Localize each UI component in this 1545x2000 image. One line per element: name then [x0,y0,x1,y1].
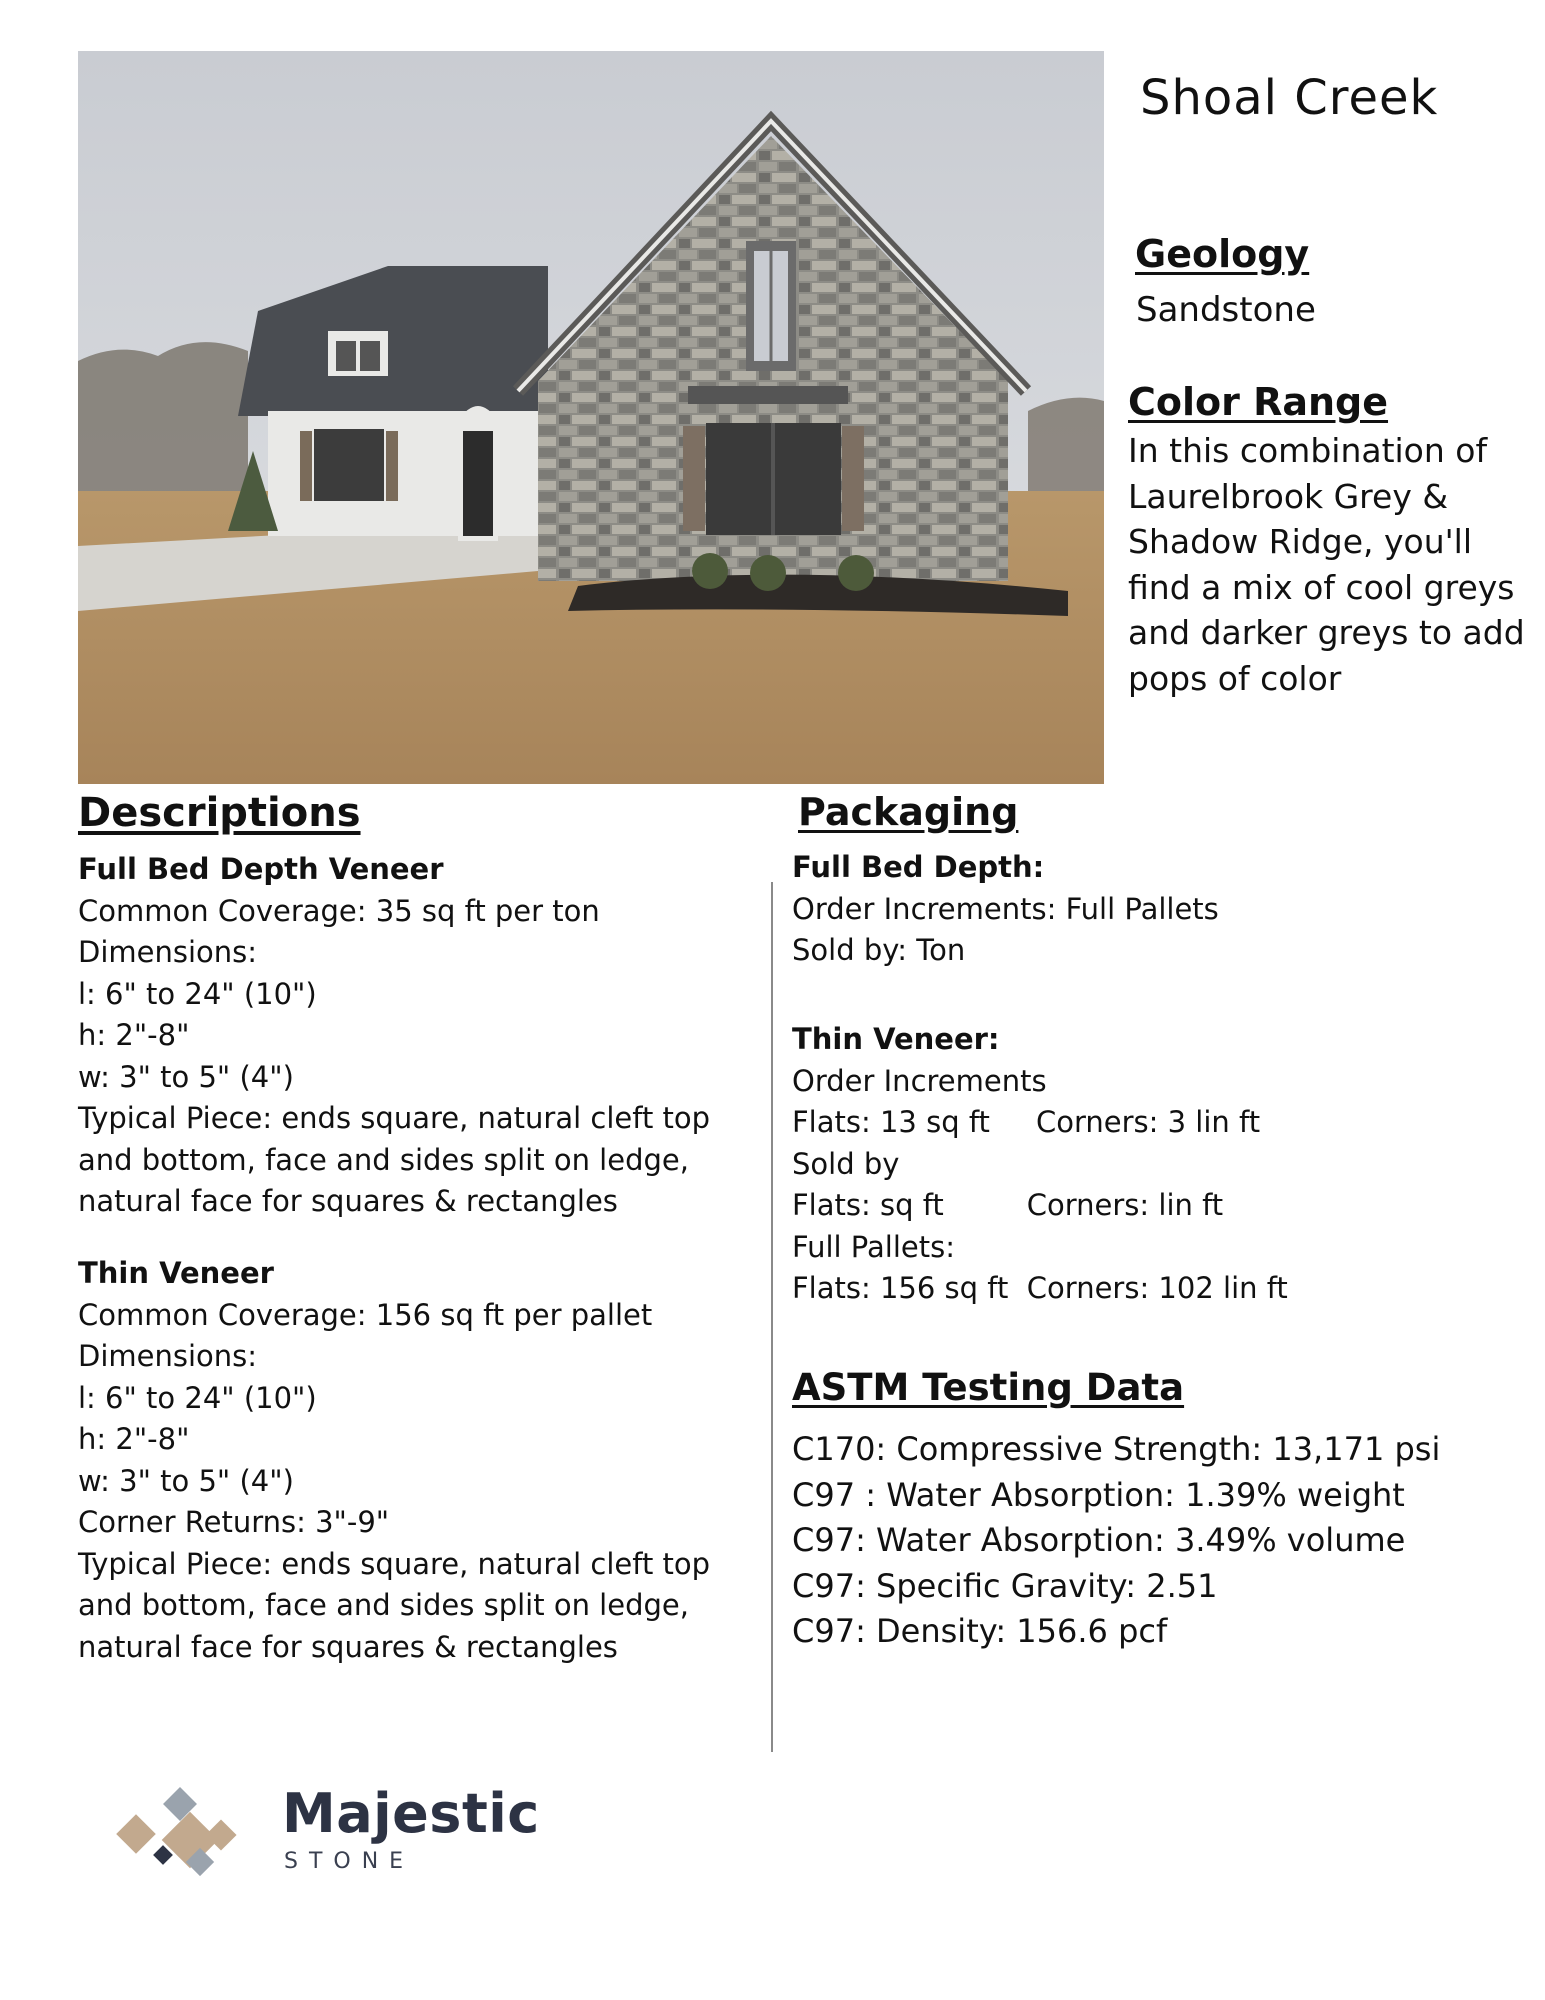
packaging-line: Sold by: Ton [792,933,966,967]
thin-veneer-line: Common Coverage: 156 sq ft per pallet [78,1297,653,1332]
packaging-thin-title: Thin Veneer: [792,1022,1000,1056]
geology-value: Sandstone [1136,290,1316,330]
full-bed-line: and bottom, face and sides split on ledge, [78,1142,689,1177]
full-bed-line: h: 2"-8" [78,1018,190,1052]
packaging-line: Flats: sq ft Corners: lin ft [792,1188,1224,1222]
page-title: Shoal Creek [1140,70,1439,126]
thin-veneer-title: Thin Veneer [78,1256,274,1290]
packaging-full-bed [792,847,1219,972]
house-photo [78,51,1104,784]
packaging-thin-veneer [792,1019,1288,1310]
astm-heading: ASTM Testing Data [792,1366,1185,1409]
thin-veneer-line: h: 2"-8" [78,1422,190,1456]
thin-veneer-line: Dimensions: [78,1339,258,1373]
full-bed-description [78,849,710,1223]
thin-veneer-line: natural face for squares & rectangles [78,1629,618,1664]
full-bed-title: Full Bed Depth Veneer [78,852,444,886]
full-bed-line: l: 6" to 24" (10") [78,976,317,1011]
full-bed-line: w: 3" to 5" (4") [78,1059,294,1094]
thin-veneer-line: Typical Piece: ends square, natural cleft top [78,1546,711,1581]
packaging-line: Order Increments: Full Pallets [792,891,1219,926]
thin-veneer-line: w: 3" to 5" (4") [78,1463,294,1498]
full-bed-line: Typical Piece: ends square, natural cleft top [78,1101,711,1135]
color-range-heading: Color Range [1128,380,1389,424]
column-divider [771,882,773,1752]
packaging-line: Flats: 156 sq ft Corners: 102 lin ft [792,1271,1288,1305]
full-bed-line: Common Coverage: 35 sq ft per ton [78,893,600,928]
geology-heading: Geology [1135,232,1310,276]
thin-veneer-line: and bottom, face and sides split on ledge, [78,1588,689,1622]
astm-line: C97 : Water Absorption: 1.39% weight [792,1475,1405,1514]
color-range-text: In this combination of Laurelbrook Grey & Shadow Ridge, you'll find a mix of cool greys and darker greys to add pops of color [1128,431,1525,698]
astm-line: C170: Compressive Strength: 13,171 psi [792,1430,1441,1468]
packaging-line: Order Increments [792,1063,1047,1098]
packaging-line: Full Pallets: [792,1229,955,1264]
majestic-logo-icon [110,1780,260,1880]
thin-veneer-line: Corner Returns: 3"-9" [78,1505,390,1539]
packaging-line: Sold by [792,1146,900,1181]
logo-name: Majestic [282,1782,540,1845]
descriptions-heading: Descriptions [78,790,361,836]
full-bed-line: Dimensions: [78,935,258,969]
packaging-heading: Packaging [798,790,1019,834]
astm-line: C97: Specific Gravity: 2.51 [792,1566,1218,1605]
thin-veneer-description [78,1253,710,1668]
full-bed-line: natural face for squares & rectangles [78,1184,618,1218]
astm-line: C97: Water Absorption: 3.49% volume [792,1521,1406,1559]
astm-data [792,1427,1440,1655]
packaging-full-bed-title: Full Bed Depth: [792,850,1045,884]
thin-veneer-line: l: 6" to 24" (10") [78,1380,317,1415]
packaging-line: Flats: 13 sq ft Corners: 3 lin ft [792,1105,1261,1139]
logo-subtitle: STONE [284,1849,415,1874]
astm-line: C97: Density: 156.6 pcf [792,1612,1168,1650]
